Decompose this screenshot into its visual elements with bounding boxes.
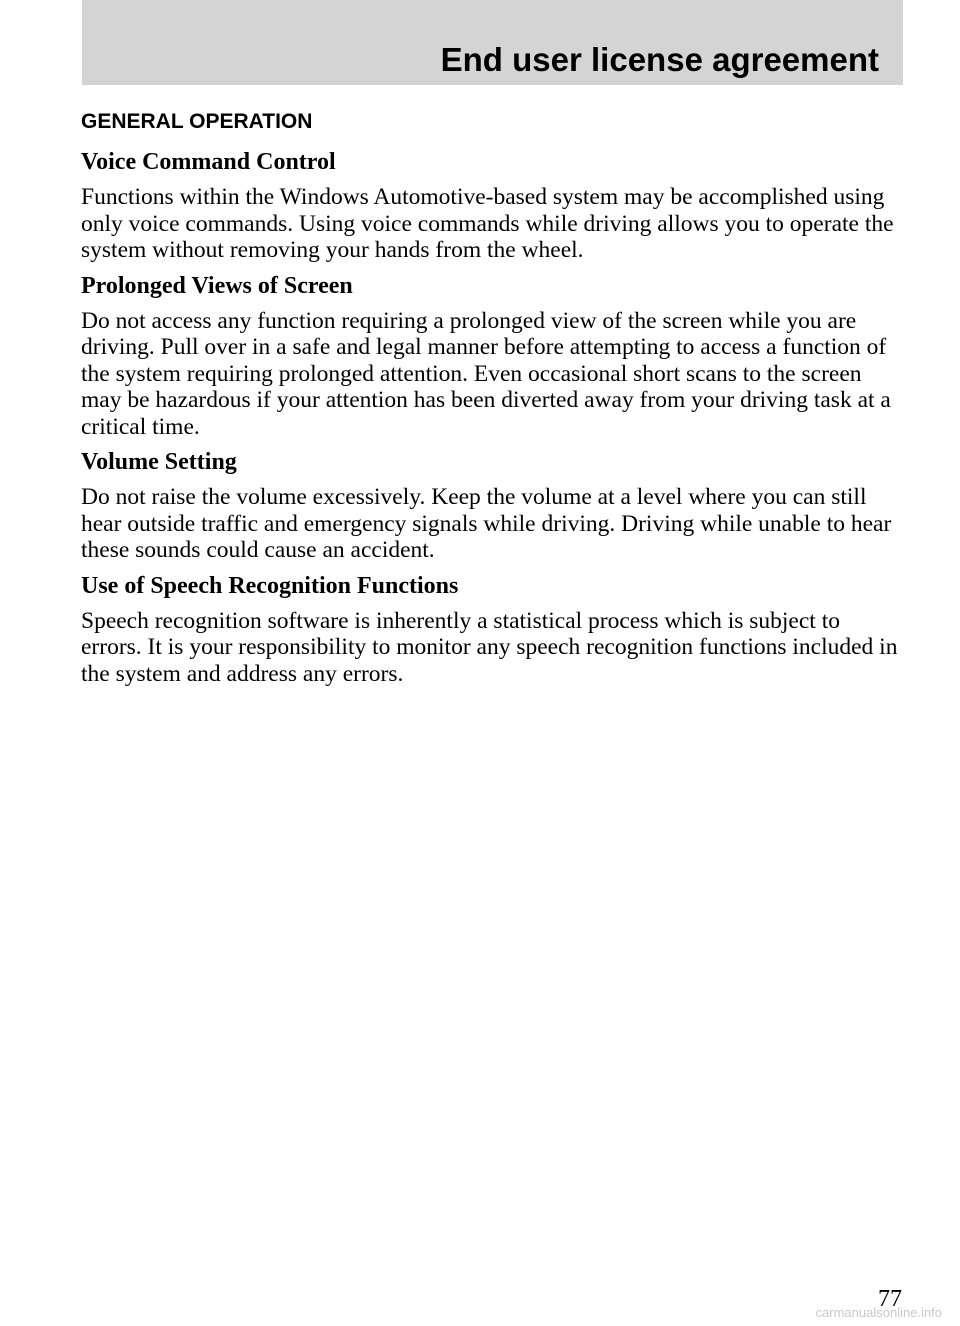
paragraph-prolonged-views: Do not access any function requiring a prolonged view of the screen while you are driving. Pull over in a safe and legal manner before attempting to access a function of the system requiring prolonged attention. Even occasional short scans to the screen may be hazardous if your attention has been diverted away from your driving task at a critical time. — [81, 307, 891, 440]
document-body — [81, 107, 903, 694]
page-number: 77 — [878, 1286, 902, 1312]
header-band — [82, 0, 903, 85]
subheading-voice-command-control: Voice Command Control — [81, 149, 336, 175]
page-title: End user license agreement — [440, 41, 879, 78]
subheading-prolonged-views: Prolonged Views of Screen — [81, 272, 353, 299]
watermark: carmanualsonline.info — [815, 1305, 942, 1320]
paragraph-voice-command-control: Functions within the Windows Automotive-based system may be accomplished using only voice commands. Using voice commands while driving allows you to operate the system without removing your hands from the wheel. — [81, 184, 894, 263]
paragraph-speech-recognition: Speech recognition software is inherently a statistical process which is subject to errors. It is your responsibility to monitor any speech recognition functions included in the system and address any errors. — [81, 607, 898, 687]
section-heading: GENERAL OPERATION — [81, 110, 313, 133]
paragraph-volume-setting: Do not raise the volume excessively. Keep the volume at a level where you can still hear outside traffic and emergency signals while driving. Driving while unable to hear these sounds could cause an accident. — [81, 484, 892, 563]
subheading-volume-setting: Volume Setting — [81, 449, 237, 475]
subheading-speech-recognition: Use of Speech Recognition Functions — [81, 572, 459, 599]
